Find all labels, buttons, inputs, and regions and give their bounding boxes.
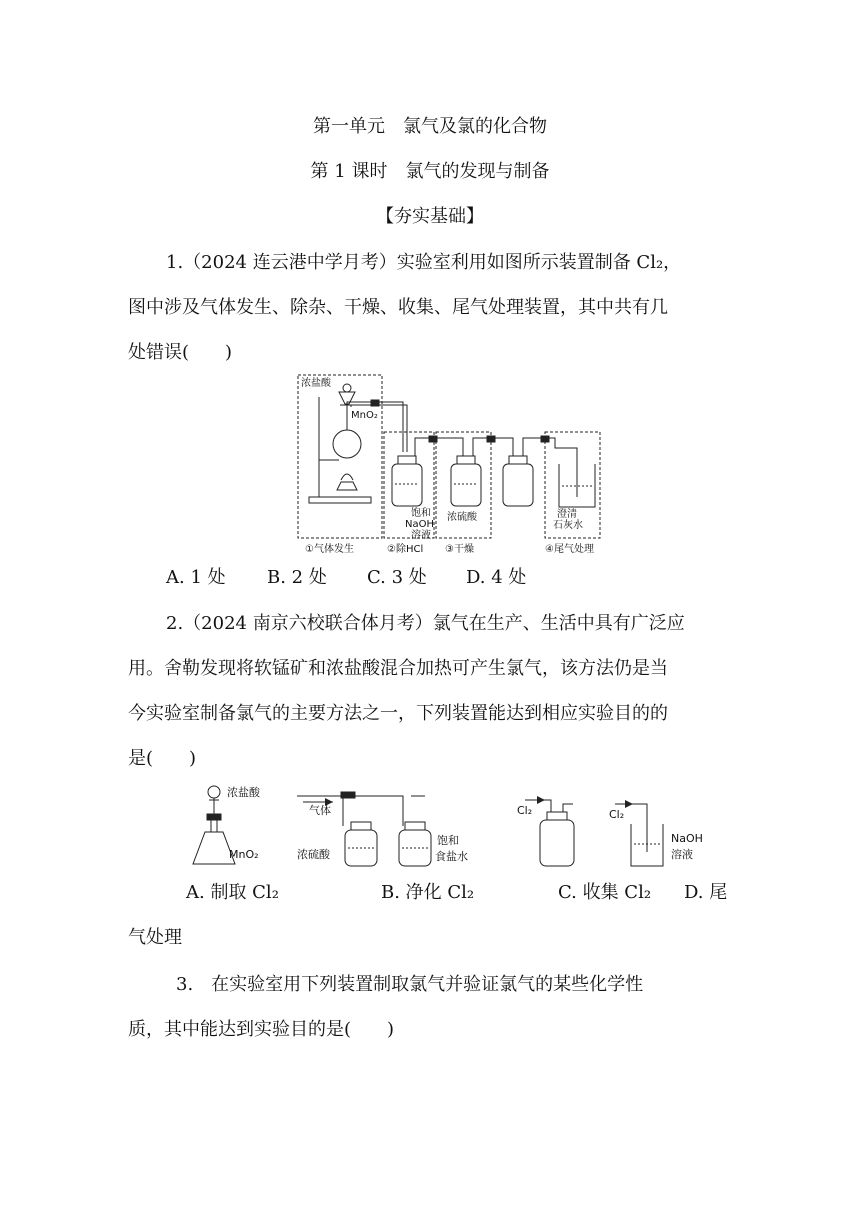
fig2-naoh: NaOH bbox=[671, 832, 703, 845]
q1-option-a: A. 1 处 bbox=[166, 567, 226, 588]
lesson-title: 第 1 课时 氯气的发现与制备 bbox=[310, 161, 550, 182]
fig1-label-remove-hcl: ②除HCl bbox=[387, 544, 424, 555]
q2-wrap: 气处理 bbox=[128, 927, 182, 948]
q2-option-d: D. 尾 bbox=[684, 882, 728, 903]
fig1-label-generation: ①气体发生 bbox=[305, 544, 354, 555]
fig1-clear: 澄清 bbox=[557, 509, 577, 520]
fig1-solution: 溶液 bbox=[411, 530, 431, 541]
fig1-saturated: 饱和 bbox=[411, 508, 431, 519]
q2-option-b: B. 净化 Cl₂ bbox=[381, 882, 475, 903]
q1-apparatus-figure bbox=[295, 372, 607, 558]
fig2-conc-h2so4: 浓硫酸 bbox=[297, 848, 330, 861]
fig1-conc-h2so4: 浓硫酸 bbox=[447, 512, 477, 523]
fig1-label-dry: ③干燥 bbox=[445, 544, 474, 555]
q1-option-d: D. 4 处 bbox=[466, 567, 527, 588]
fig2-mno2: MnO₂ bbox=[229, 848, 259, 861]
fig2-cl2-d: Cl₂ bbox=[609, 808, 625, 821]
fig1-mno2: MnO₂ bbox=[351, 410, 378, 421]
q3-line2: 质，其中能达到实验目的是( ) bbox=[128, 1019, 395, 1040]
q2-line1: 2.（2024 南京六校联合体月考）氯气在生产、生活中具有广泛应 bbox=[166, 613, 685, 634]
fig1-label-tail: ④尾气处理 bbox=[545, 544, 594, 555]
q2-option-a: A. 制取 Cl₂ bbox=[186, 882, 279, 903]
fig2-saturated: 饱和 bbox=[437, 834, 459, 847]
q1-line2: 图中涉及气体发生、除杂、干燥、收集、尾气处理装置，其中共有几 bbox=[128, 297, 668, 318]
fig1-naoh: NaOH bbox=[405, 519, 434, 530]
q1-line3: 处错误( ) bbox=[128, 342, 233, 363]
fig1-limewater: 石灰水 bbox=[553, 520, 583, 531]
fig2-gas: 气体 bbox=[309, 804, 331, 817]
q3-line1: 3. 在实验室用下列装置制取氯气并验证氯气的某些化学性 bbox=[176, 974, 644, 995]
q2-line4: 是( ) bbox=[128, 748, 197, 769]
section-title: 【夯实基础】 bbox=[376, 206, 484, 227]
q2-line3: 今实验室制备氯气的主要方法之一，下列装置能达到相应实验目的的 bbox=[128, 703, 668, 724]
q2-option-c: C. 收集 Cl₂ bbox=[558, 882, 652, 903]
q1-option-c: C. 3 处 bbox=[367, 567, 427, 588]
fig2-brine: 食盐水 bbox=[435, 850, 468, 863]
fig2-conc-hcl: 浓盐酸 bbox=[227, 786, 260, 799]
q2-apparatus-figure bbox=[185, 778, 715, 870]
fig2-solution: 溶液 bbox=[671, 848, 693, 861]
q1-option-b: B. 2 处 bbox=[267, 567, 327, 588]
fig1-conc-hcl: 浓盐酸 bbox=[301, 378, 331, 389]
fig2-cl2-c: Cl₂ bbox=[517, 804, 533, 817]
q1-line1: 1.（2024 连云港中学月考）实验室利用如图所示装置制备 Cl₂， bbox=[166, 252, 682, 273]
unit-title: 第一单元 氯气及氯的化合物 bbox=[313, 116, 547, 137]
q2-line2: 用。舍勒发现将软锰矿和浓盐酸混合加热可产生氯气，该方法仍是当 bbox=[128, 658, 668, 679]
